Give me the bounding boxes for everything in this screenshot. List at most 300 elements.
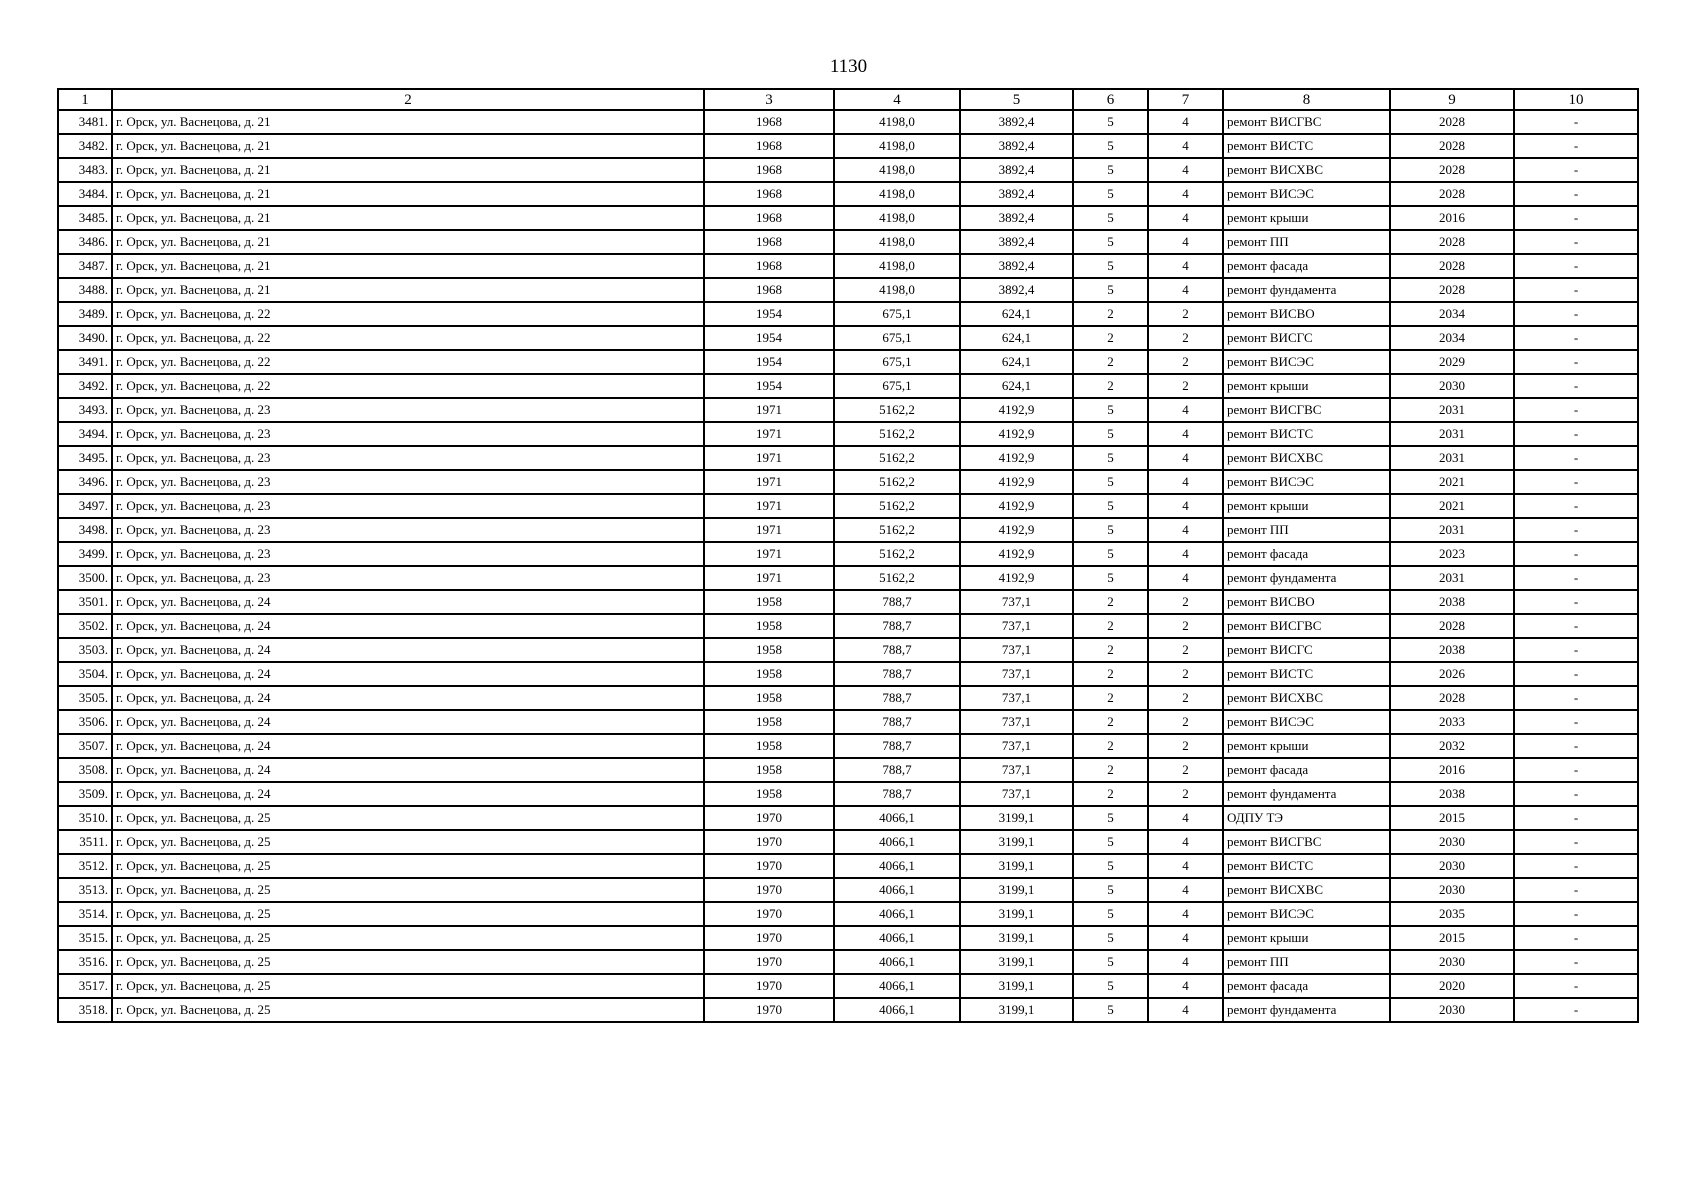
- planned-year-cell: 2020: [1390, 974, 1514, 998]
- note-cell: -: [1514, 902, 1638, 926]
- floors-cell: 5: [1073, 950, 1148, 974]
- living-area-cell: 3892,4: [960, 158, 1073, 182]
- entrances-cell: 2: [1148, 782, 1223, 806]
- entrances-cell: 4: [1148, 182, 1223, 206]
- floors-cell: 5: [1073, 422, 1148, 446]
- floors-cell: 5: [1073, 926, 1148, 950]
- living-area-cell: 3892,4: [960, 182, 1073, 206]
- planned-year-cell: 2030: [1390, 950, 1514, 974]
- work-type-cell: ремонт ВИСГС: [1223, 326, 1390, 350]
- work-type-cell: ремонт ВИСХВС: [1223, 686, 1390, 710]
- table-row: [58, 542, 1638, 566]
- row-number-cell: 3505.: [58, 686, 112, 710]
- build-year-cell: 1971: [704, 494, 834, 518]
- table-row: [58, 926, 1638, 950]
- work-type-cell: ремонт фасада: [1223, 974, 1390, 998]
- build-year-cell: 1958: [704, 758, 834, 782]
- address-cell: г. Орск, ул. Васнецова, д. 23: [112, 542, 704, 566]
- living-area-cell: 737,1: [960, 782, 1073, 806]
- build-year-cell: 1970: [704, 902, 834, 926]
- note-cell: -: [1514, 758, 1638, 782]
- note-cell: -: [1514, 806, 1638, 830]
- total-area-cell: 675,1: [834, 302, 960, 326]
- planned-year-cell: 2038: [1390, 638, 1514, 662]
- floors-cell: 5: [1073, 398, 1148, 422]
- planned-year-cell: 2034: [1390, 302, 1514, 326]
- note-cell: -: [1514, 254, 1638, 278]
- floors-cell: 2: [1073, 374, 1148, 398]
- note-cell: -: [1514, 854, 1638, 878]
- row-number-cell: 3501.: [58, 590, 112, 614]
- table-row: [58, 614, 1638, 638]
- row-number-cell: 3502.: [58, 614, 112, 638]
- entrances-cell: 4: [1148, 854, 1223, 878]
- note-cell: -: [1514, 446, 1638, 470]
- living-area-cell: 4192,9: [960, 542, 1073, 566]
- floors-cell: 2: [1073, 638, 1148, 662]
- total-area-cell: 4198,0: [834, 182, 960, 206]
- build-year-cell: 1970: [704, 926, 834, 950]
- note-cell: -: [1514, 974, 1638, 998]
- note-cell: -: [1514, 326, 1638, 350]
- header-col-5: 5: [960, 89, 1073, 110]
- note-cell: -: [1514, 374, 1638, 398]
- work-type-cell: ремонт фундамента: [1223, 566, 1390, 590]
- row-number-cell: 3504.: [58, 662, 112, 686]
- work-type-cell: ремонт ВИСГВС: [1223, 398, 1390, 422]
- build-year-cell: 1971: [704, 470, 834, 494]
- floors-cell: 2: [1073, 686, 1148, 710]
- work-type-cell: ремонт ВИСЭС: [1223, 710, 1390, 734]
- row-number-cell: 3489.: [58, 302, 112, 326]
- row-number-cell: 3509.: [58, 782, 112, 806]
- address-cell: г. Орск, ул. Васнецова, д. 24: [112, 590, 704, 614]
- floors-cell: 5: [1073, 158, 1148, 182]
- work-type-cell: ремонт ВИСГВС: [1223, 614, 1390, 638]
- living-area-cell: 737,1: [960, 758, 1073, 782]
- planned-year-cell: 2028: [1390, 614, 1514, 638]
- floors-cell: 2: [1073, 662, 1148, 686]
- planned-year-cell: 2030: [1390, 878, 1514, 902]
- note-cell: -: [1514, 878, 1638, 902]
- entrances-cell: 2: [1148, 374, 1223, 398]
- note-cell: -: [1514, 686, 1638, 710]
- floors-cell: 5: [1073, 254, 1148, 278]
- living-area-cell: 4192,9: [960, 446, 1073, 470]
- entrances-cell: 4: [1148, 422, 1223, 446]
- address-cell: г. Орск, ул. Васнецова, д. 25: [112, 926, 704, 950]
- living-area-cell: 4192,9: [960, 422, 1073, 446]
- work-type-cell: ремонт фундамента: [1223, 998, 1390, 1022]
- note-cell: -: [1514, 566, 1638, 590]
- table-row: [58, 662, 1638, 686]
- build-year-cell: 1971: [704, 446, 834, 470]
- row-number-cell: 3515.: [58, 926, 112, 950]
- address-cell: г. Орск, ул. Васнецова, д. 22: [112, 350, 704, 374]
- table-row: [58, 758, 1638, 782]
- table-row: [58, 206, 1638, 230]
- entrances-cell: 4: [1148, 470, 1223, 494]
- row-number-cell: 3507.: [58, 734, 112, 758]
- floors-cell: 5: [1073, 878, 1148, 902]
- planned-year-cell: 2033: [1390, 710, 1514, 734]
- entrances-cell: 2: [1148, 302, 1223, 326]
- entrances-cell: 2: [1148, 686, 1223, 710]
- entrances-cell: 4: [1148, 494, 1223, 518]
- living-area-cell: 4192,9: [960, 398, 1073, 422]
- build-year-cell: 1958: [704, 734, 834, 758]
- build-year-cell: 1958: [704, 638, 834, 662]
- row-number-cell: 3488.: [58, 278, 112, 302]
- entrances-cell: 2: [1148, 614, 1223, 638]
- planned-year-cell: 2028: [1390, 158, 1514, 182]
- address-cell: г. Орск, ул. Васнецова, д. 24: [112, 782, 704, 806]
- work-type-cell: ремонт ВИСТС: [1223, 134, 1390, 158]
- row-number-cell: 3516.: [58, 950, 112, 974]
- total-area-cell: 788,7: [834, 686, 960, 710]
- planned-year-cell: 2023: [1390, 542, 1514, 566]
- build-year-cell: 1971: [704, 542, 834, 566]
- floors-cell: 5: [1073, 182, 1148, 206]
- address-cell: г. Орск, ул. Васнецова, д. 25: [112, 950, 704, 974]
- build-year-cell: 1971: [704, 422, 834, 446]
- row-number-cell: 3490.: [58, 326, 112, 350]
- build-year-cell: 1958: [704, 710, 834, 734]
- planned-year-cell: 2031: [1390, 422, 1514, 446]
- row-number-cell: 3486.: [58, 230, 112, 254]
- living-area-cell: 624,1: [960, 374, 1073, 398]
- entrances-cell: 4: [1148, 158, 1223, 182]
- entrances-cell: 2: [1148, 662, 1223, 686]
- floors-cell: 5: [1073, 206, 1148, 230]
- build-year-cell: 1970: [704, 974, 834, 998]
- build-year-cell: 1958: [704, 686, 834, 710]
- address-cell: г. Орск, ул. Васнецова, д. 25: [112, 902, 704, 926]
- table-row: [58, 566, 1638, 590]
- work-type-cell: ремонт крыши: [1223, 494, 1390, 518]
- table-row: [58, 494, 1638, 518]
- header-col-1: 1: [58, 89, 112, 110]
- build-year-cell: 1968: [704, 158, 834, 182]
- entrances-cell: 4: [1148, 806, 1223, 830]
- planned-year-cell: 2031: [1390, 566, 1514, 590]
- total-area-cell: 788,7: [834, 590, 960, 614]
- work-type-cell: ремонт фасада: [1223, 254, 1390, 278]
- address-cell: г. Орск, ул. Васнецова, д. 24: [112, 662, 704, 686]
- living-area-cell: 737,1: [960, 638, 1073, 662]
- address-cell: г. Орск, ул. Васнецова, д. 24: [112, 710, 704, 734]
- total-area-cell: 4066,1: [834, 926, 960, 950]
- total-area-cell: 788,7: [834, 662, 960, 686]
- planned-year-cell: 2029: [1390, 350, 1514, 374]
- living-area-cell: 624,1: [960, 326, 1073, 350]
- build-year-cell: 1968: [704, 278, 834, 302]
- build-year-cell: 1971: [704, 518, 834, 542]
- address-cell: г. Орск, ул. Васнецова, д. 23: [112, 398, 704, 422]
- floors-cell: 5: [1073, 854, 1148, 878]
- row-number-cell: 3484.: [58, 182, 112, 206]
- total-area-cell: 4066,1: [834, 974, 960, 998]
- header-col-6: 6: [1073, 89, 1148, 110]
- floors-cell: 2: [1073, 350, 1148, 374]
- address-cell: г. Орск, ул. Васнецова, д. 21: [112, 158, 704, 182]
- total-area-cell: 4066,1: [834, 878, 960, 902]
- planned-year-cell: 2038: [1390, 782, 1514, 806]
- floors-cell: 5: [1073, 110, 1148, 134]
- floors-cell: 2: [1073, 614, 1148, 638]
- living-area-cell: 737,1: [960, 710, 1073, 734]
- note-cell: -: [1514, 590, 1638, 614]
- address-cell: г. Орск, ул. Васнецова, д. 25: [112, 998, 704, 1022]
- work-type-cell: ремонт ВИСХВС: [1223, 446, 1390, 470]
- entrances-cell: 4: [1148, 926, 1223, 950]
- table-row: [58, 686, 1638, 710]
- planned-year-cell: 2016: [1390, 206, 1514, 230]
- work-type-cell: ремонт фундамента: [1223, 278, 1390, 302]
- total-area-cell: 4066,1: [834, 998, 960, 1022]
- total-area-cell: 5162,2: [834, 566, 960, 590]
- build-year-cell: 1958: [704, 782, 834, 806]
- header-col-2: 2: [112, 89, 704, 110]
- work-type-cell: ремонт фасада: [1223, 758, 1390, 782]
- table-row: [58, 230, 1638, 254]
- work-type-cell: ремонт крыши: [1223, 926, 1390, 950]
- entrances-cell: 4: [1148, 518, 1223, 542]
- build-year-cell: 1970: [704, 830, 834, 854]
- total-area-cell: 788,7: [834, 734, 960, 758]
- row-number-cell: 3496.: [58, 470, 112, 494]
- work-type-cell: ремонт ВИСВО: [1223, 590, 1390, 614]
- build-year-cell: 1970: [704, 878, 834, 902]
- work-type-cell: ремонт ВИСГВС: [1223, 110, 1390, 134]
- row-number-cell: 3499.: [58, 542, 112, 566]
- entrances-cell: 4: [1148, 542, 1223, 566]
- living-area-cell: 3199,1: [960, 806, 1073, 830]
- living-area-cell: 624,1: [960, 302, 1073, 326]
- table-row: [58, 110, 1638, 134]
- build-year-cell: 1968: [704, 254, 834, 278]
- total-area-cell: 4198,0: [834, 230, 960, 254]
- row-number-cell: 3492.: [58, 374, 112, 398]
- table-row: [58, 182, 1638, 206]
- address-cell: г. Орск, ул. Васнецова, д. 21: [112, 110, 704, 134]
- note-cell: -: [1514, 302, 1638, 326]
- entrances-cell: 4: [1148, 254, 1223, 278]
- planned-year-cell: 2030: [1390, 854, 1514, 878]
- header-col-10: 10: [1514, 89, 1638, 110]
- work-type-cell: ремонт ВИСЭС: [1223, 902, 1390, 926]
- table-row: [58, 278, 1638, 302]
- planned-year-cell: 2034: [1390, 326, 1514, 350]
- total-area-cell: 675,1: [834, 374, 960, 398]
- row-number-cell: 3483.: [58, 158, 112, 182]
- build-year-cell: 1968: [704, 182, 834, 206]
- build-year-cell: 1968: [704, 134, 834, 158]
- entrances-cell: 4: [1148, 878, 1223, 902]
- entrances-cell: 2: [1148, 350, 1223, 374]
- address-cell: г. Орск, ул. Васнецова, д. 24: [112, 734, 704, 758]
- entrances-cell: 4: [1148, 998, 1223, 1022]
- row-number-cell: 3517.: [58, 974, 112, 998]
- table-row: [58, 326, 1638, 350]
- planned-year-cell: 2021: [1390, 494, 1514, 518]
- table-row: [58, 734, 1638, 758]
- build-year-cell: 1968: [704, 230, 834, 254]
- table-row: [58, 974, 1638, 998]
- build-year-cell: 1970: [704, 806, 834, 830]
- entrances-cell: 4: [1148, 974, 1223, 998]
- note-cell: -: [1514, 278, 1638, 302]
- floors-cell: 5: [1073, 446, 1148, 470]
- table-row: [58, 302, 1638, 326]
- total-area-cell: 788,7: [834, 638, 960, 662]
- entrances-cell: 4: [1148, 950, 1223, 974]
- planned-year-cell: 2028: [1390, 254, 1514, 278]
- living-area-cell: 737,1: [960, 662, 1073, 686]
- work-type-cell: ремонт ВИСГВС: [1223, 830, 1390, 854]
- note-cell: -: [1514, 494, 1638, 518]
- build-year-cell: 1970: [704, 854, 834, 878]
- living-area-cell: 3199,1: [960, 998, 1073, 1022]
- row-number-cell: 3494.: [58, 422, 112, 446]
- row-number-cell: 3497.: [58, 494, 112, 518]
- living-area-cell: 737,1: [960, 614, 1073, 638]
- planned-year-cell: 2028: [1390, 134, 1514, 158]
- entrances-cell: 2: [1148, 734, 1223, 758]
- living-area-cell: 3199,1: [960, 878, 1073, 902]
- living-area-cell: 3892,4: [960, 110, 1073, 134]
- total-area-cell: 5162,2: [834, 470, 960, 494]
- planned-year-cell: 2038: [1390, 590, 1514, 614]
- floors-cell: 2: [1073, 782, 1148, 806]
- living-area-cell: 4192,9: [960, 470, 1073, 494]
- header-col-8: 8: [1223, 89, 1390, 110]
- total-area-cell: 4198,0: [834, 110, 960, 134]
- floors-cell: 2: [1073, 302, 1148, 326]
- table-row: [58, 254, 1638, 278]
- note-cell: -: [1514, 710, 1638, 734]
- total-area-cell: 4198,0: [834, 158, 960, 182]
- floors-cell: 5: [1073, 134, 1148, 158]
- note-cell: -: [1514, 110, 1638, 134]
- table-row: [58, 422, 1638, 446]
- page-number: 1130: [829, 56, 868, 77]
- address-cell: г. Орск, ул. Васнецова, д. 21: [112, 134, 704, 158]
- row-number-cell: 3481.: [58, 110, 112, 134]
- row-number-cell: 3493.: [58, 398, 112, 422]
- row-number-cell: 3495.: [58, 446, 112, 470]
- note-cell: -: [1514, 638, 1638, 662]
- living-area-cell: 3199,1: [960, 950, 1073, 974]
- table-row: [58, 806, 1638, 830]
- total-area-cell: 788,7: [834, 758, 960, 782]
- living-area-cell: 3892,4: [960, 134, 1073, 158]
- table-row: [58, 158, 1638, 182]
- note-cell: -: [1514, 830, 1638, 854]
- total-area-cell: 4066,1: [834, 806, 960, 830]
- entrances-cell: 2: [1148, 590, 1223, 614]
- address-cell: г. Орск, ул. Васнецова, д. 23: [112, 518, 704, 542]
- table-row: [58, 902, 1638, 926]
- row-number-cell: 3514.: [58, 902, 112, 926]
- total-area-cell: 5162,2: [834, 518, 960, 542]
- address-cell: г. Орск, ул. Васнецова, д. 23: [112, 494, 704, 518]
- living-area-cell: 3892,4: [960, 278, 1073, 302]
- note-cell: -: [1514, 350, 1638, 374]
- total-area-cell: 4198,0: [834, 134, 960, 158]
- planned-year-cell: 2031: [1390, 518, 1514, 542]
- note-cell: -: [1514, 230, 1638, 254]
- build-year-cell: 1958: [704, 614, 834, 638]
- table-row: [58, 134, 1638, 158]
- entrances-cell: 4: [1148, 110, 1223, 134]
- build-year-cell: 1954: [704, 302, 834, 326]
- total-area-cell: 5162,2: [834, 542, 960, 566]
- row-number-cell: 3511.: [58, 830, 112, 854]
- header-col-4: 4: [834, 89, 960, 110]
- note-cell: -: [1514, 158, 1638, 182]
- build-year-cell: 1971: [704, 398, 834, 422]
- floors-cell: 5: [1073, 998, 1148, 1022]
- table-body: [58, 110, 1638, 1022]
- entrances-cell: 4: [1148, 206, 1223, 230]
- planned-year-cell: 2016: [1390, 758, 1514, 782]
- note-cell: -: [1514, 542, 1638, 566]
- floors-cell: 5: [1073, 806, 1148, 830]
- address-cell: г. Орск, ул. Васнецова, д. 21: [112, 278, 704, 302]
- floors-cell: 5: [1073, 494, 1148, 518]
- entrances-cell: 2: [1148, 326, 1223, 350]
- work-type-cell: ремонт ВИСЭС: [1223, 470, 1390, 494]
- entrances-cell: 4: [1148, 230, 1223, 254]
- work-type-cell: ремонт ПП: [1223, 230, 1390, 254]
- planned-year-cell: 2028: [1390, 278, 1514, 302]
- address-cell: г. Орск, ул. Васнецова, д. 24: [112, 638, 704, 662]
- table-row: [58, 878, 1638, 902]
- total-area-cell: 5162,2: [834, 422, 960, 446]
- note-cell: -: [1514, 206, 1638, 230]
- address-cell: г. Орск, ул. Васнецова, д. 25: [112, 830, 704, 854]
- work-type-cell: ремонт ВИСХВС: [1223, 878, 1390, 902]
- floors-cell: 5: [1073, 518, 1148, 542]
- floors-cell: 5: [1073, 470, 1148, 494]
- total-area-cell: 4066,1: [834, 902, 960, 926]
- table-row: [58, 638, 1638, 662]
- table-row: [58, 830, 1638, 854]
- total-area-cell: 788,7: [834, 710, 960, 734]
- planned-year-cell: 2032: [1390, 734, 1514, 758]
- total-area-cell: 675,1: [834, 326, 960, 350]
- address-cell: г. Орск, ул. Васнецова, д. 24: [112, 614, 704, 638]
- address-cell: г. Орск, ул. Васнецова, д. 23: [112, 446, 704, 470]
- living-area-cell: 737,1: [960, 590, 1073, 614]
- total-area-cell: 5162,2: [834, 494, 960, 518]
- table-row: [58, 518, 1638, 542]
- note-cell: -: [1514, 422, 1638, 446]
- note-cell: -: [1514, 734, 1638, 758]
- work-type-cell: ремонт фундамента: [1223, 782, 1390, 806]
- planned-year-cell: 2035: [1390, 902, 1514, 926]
- total-area-cell: 4066,1: [834, 950, 960, 974]
- entrances-cell: 4: [1148, 902, 1223, 926]
- repair-schedule-table: [57, 88, 1639, 1023]
- row-number-cell: 3518.: [58, 998, 112, 1022]
- row-number-cell: 3512.: [58, 854, 112, 878]
- entrances-cell: 4: [1148, 446, 1223, 470]
- address-cell: г. Орск, ул. Васнецова, д. 21: [112, 254, 704, 278]
- living-area-cell: 4192,9: [960, 518, 1073, 542]
- entrances-cell: 4: [1148, 134, 1223, 158]
